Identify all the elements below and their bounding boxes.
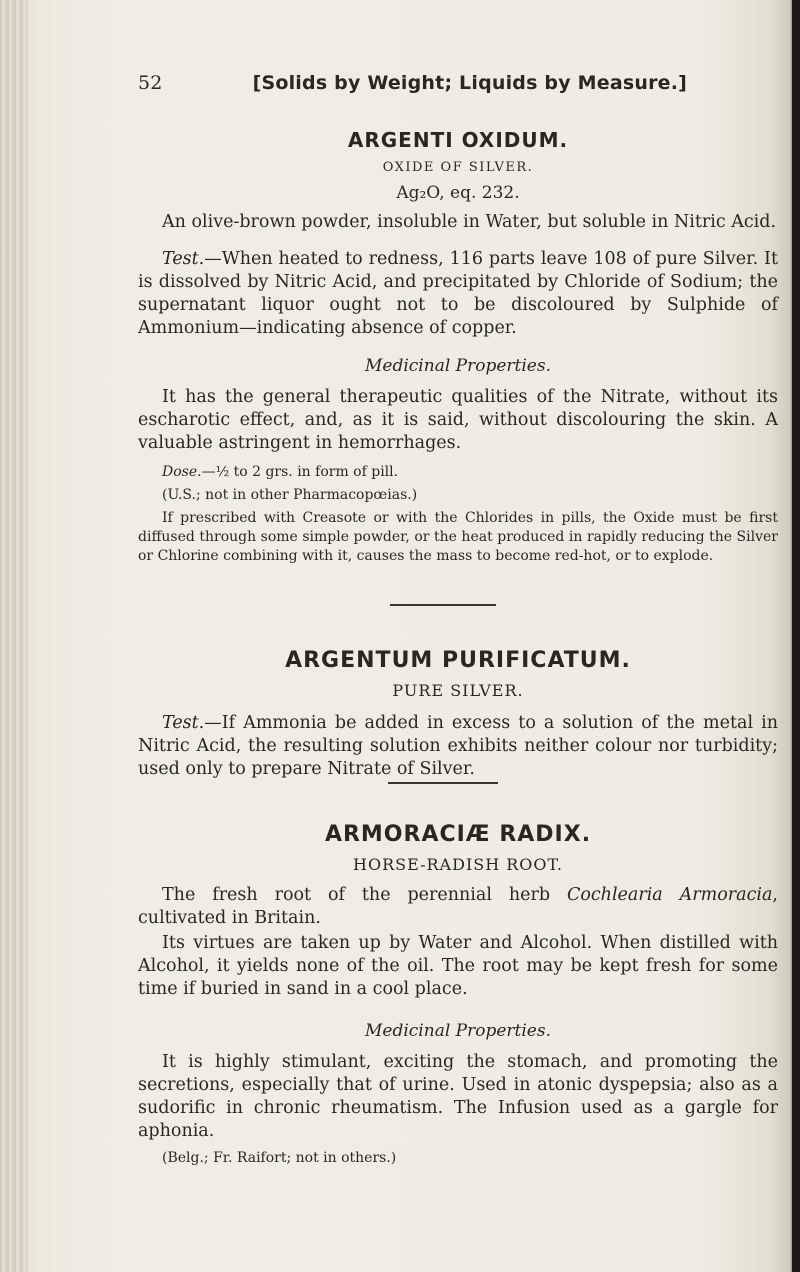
test-label: Test. [162, 713, 205, 733]
test-text: —If Ammonia be added in excess to a solution of the metal in Nitric Acid, the resulting solution exhibits neither colour nor turbidity; used only to prepare Nitrate of Silver. [138, 713, 778, 779]
entry-argentum-purificatum [138, 648, 778, 781]
entry-subtitle: OXIDE OF SILVER. [382, 160, 534, 175]
pharmacopoeia-note: (U.S.; not in other Pharmacopœias.) [162, 487, 418, 503]
entry-title: ARGENTUM PURIFICATUM. [285, 648, 631, 673]
medicinal-heading: Medicinal Properties. [365, 1021, 551, 1041]
description-paragraph: An olive-brown powder, insoluble in Water, but soluble in Nitric Acid. [162, 212, 777, 232]
section-divider [390, 604, 496, 606]
medicinal-heading: Medicinal Properties. [365, 356, 551, 376]
species-name: Cochlearia Armoracia [566, 885, 773, 905]
test-label: Test. [162, 249, 205, 269]
entry-subtitle: PURE SILVER. [392, 681, 524, 700]
running-header [138, 72, 687, 94]
chemical-formula: Ag₂O, eq. 232. [396, 183, 520, 203]
intro-after: , cultivated in Britain. [138, 885, 778, 928]
dose-text: —½ to 2 grs. in form of pill. [201, 464, 399, 480]
warning-paragraph: If prescribed with Creasote or with the Chlorides in pills, the Oxide must be first diffused through some simple powder, or the heat produced in rapidly reducing the Silver or Chlorine combining with it, causes the mass to become red-hot, or to explode. [138, 510, 778, 564]
note-line: (Belg.; Fr. Raifort; not in others.) [162, 1150, 397, 1166]
entry-subtitle: HORSE-RADISH ROOT. [353, 855, 563, 874]
book-spine-shadow [0, 0, 28, 1272]
entry-argenti-oxidum [138, 128, 778, 566]
entry-title: ARMORACIÆ RADIX. [324, 822, 592, 847]
entry-armoraciae-radix [138, 822, 778, 1168]
medicinal-paragraph: It is highly stimulant, exciting the stomach, and promoting the secretions, especially that of urine. Used in atonic dyspepsia; also as a sudorific in chronic rheumatism. The Infusion used as a gargle for aphonia. [138, 1052, 778, 1141]
running-title: [Solids by Weight; Liquids by Measure.] [252, 72, 688, 94]
section-divider [388, 782, 498, 784]
page-number: 52 [138, 72, 163, 94]
intro-before: The fresh root of the perennial herb [162, 885, 567, 905]
test-text: —When heated to redness, 116 parts leave 108 of pure Silver. It is dissolved by Nitric Acid, and precipitated by Chloride of Sodium; the supernatant liquor ought not to be discoloured by Sulphide of Ammonium—indicating absence of copper. [138, 249, 778, 338]
entry-title: ARGENTI OXIDUM. [347, 128, 569, 152]
page-edge [792, 0, 800, 1272]
test-paragraph [138, 712, 778, 781]
virtues-paragraph: Its virtues are taken up by Water and Alcohol. When distilled with Alcohol, it yields none of the oil. The root may be kept fresh for some time if buried in sand in a cool place. [138, 933, 778, 999]
dose-line [138, 463, 778, 482]
test-paragraph [138, 248, 778, 340]
medicinal-paragraph: It has the general therapeutic qualities of the Nitrate, without its escharotic effect, and, as it is said, without discolouring the skin. A valuable astringent in hemorrhages. [138, 387, 778, 453]
intro-paragraph [138, 884, 778, 930]
dose-label: Dose. [162, 464, 202, 480]
